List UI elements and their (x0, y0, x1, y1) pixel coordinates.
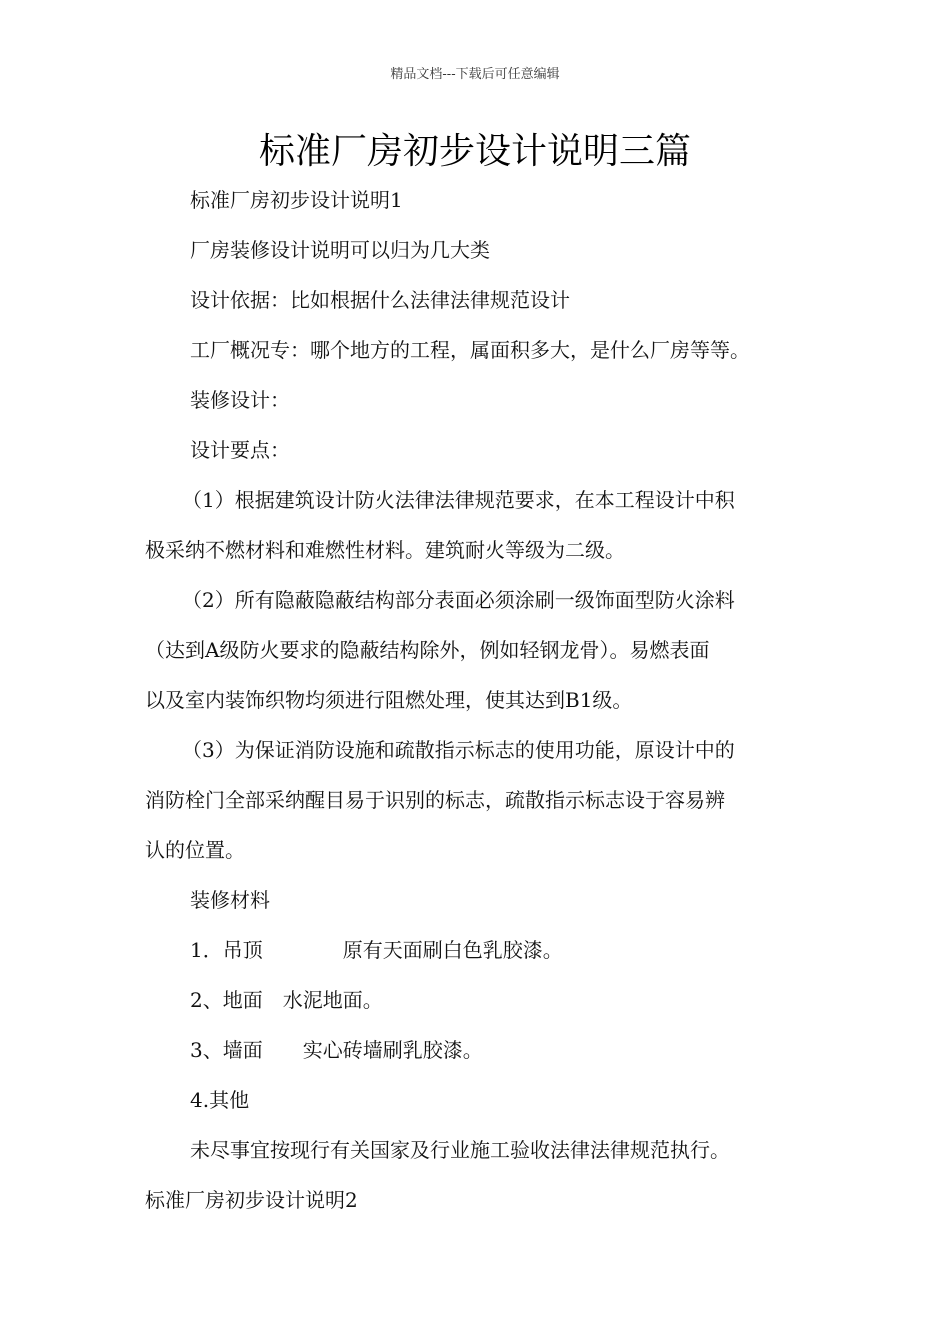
page-header: 精品文档---下载后可任意编辑 (390, 67, 560, 82)
paragraph-line: （达到A级防火要求的隐蔽结构除外，例如轻钢龙骨）。易燃表面 (145, 638, 710, 662)
paragraph-line: 4.其他 (190, 1088, 250, 1112)
paragraph-line: 1．吊顶 原有天面刷白色乳胶漆。 (190, 938, 563, 962)
section-heading-1: 标准厂房初步设计说明1 (190, 188, 403, 212)
paragraph-line: 2、地面 水泥地面。 (190, 988, 383, 1012)
paragraph-line: 装修材料 (190, 888, 270, 912)
paragraph-line: 以及室内装饰织物均须进行阻燃处理，使其达到B1级。 (145, 688, 633, 712)
paragraph-line: （2）所有隐蔽隐蔽结构部分表面必须涂刷一级饰面型防火涂料 (182, 588, 735, 612)
paragraph-line: 3、墙面 实心砖墙刷乳胶漆。 (190, 1038, 483, 1062)
paragraph-line: （1）根据建筑设计防火法律法律规范要求，在本工程设计中积 (182, 488, 735, 512)
paragraph-line: 认的位置。 (145, 838, 245, 862)
paragraph-line: 工厂概况专：哪个地方的工程，属面积多大，是什么厂房等等。 (190, 338, 750, 362)
paragraph-line: 厂房装修设计说明可以归为几大类 (190, 238, 490, 262)
paragraph-line: 装修设计： (190, 388, 290, 412)
section-heading-2: 标准厂房初步设计说明2 (145, 1188, 358, 1212)
paragraph-line: 设计要点： (190, 438, 290, 462)
document-title: 标准厂房初步设计说明三篇 (258, 131, 691, 172)
paragraph-line: （3）为保证消防设施和疏散指示标志的使用功能，原设计中的 (182, 738, 735, 762)
paragraph-line: 极采纳不燃材料和难燃性材料。建筑耐火等级为二级。 (145, 538, 625, 562)
paragraph-line: 未尽事宜按现行有关国家及行业施工验收法律法律规范执行。 (190, 1138, 730, 1162)
paragraph-line: 消防栓门全部采纳醒目易于识别的标志，疏散指示标志设于容易辨 (145, 788, 725, 812)
paragraph-line: 设计依据：比如根据什么法律法律规范设计 (190, 288, 570, 312)
